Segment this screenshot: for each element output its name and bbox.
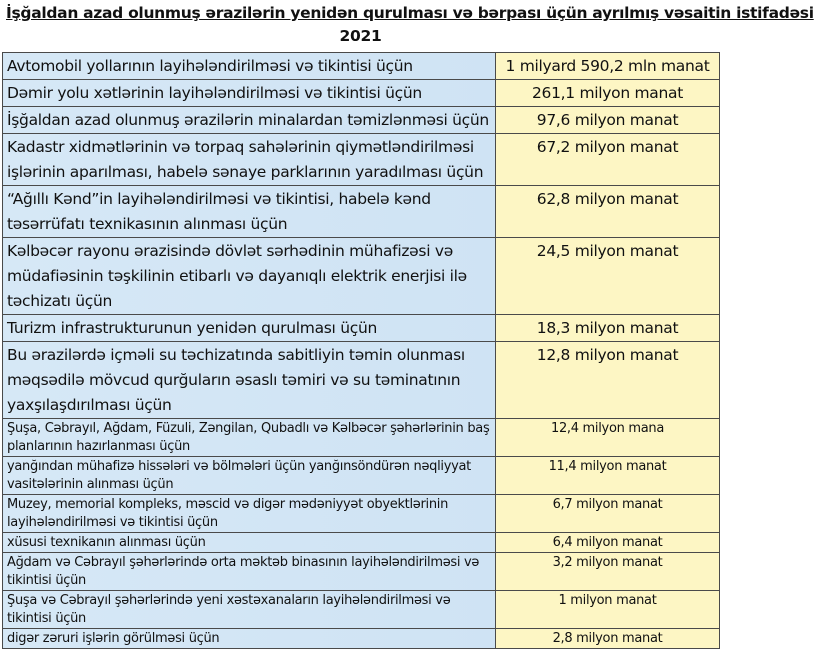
row-description: Muzey, memorial kompleks, məscid və digər mədəniyyət obyektlərinin layihələndirilməsi və tikintisi üçün <box>3 495 496 533</box>
row-description: Kadastr xidmətlərinin və torpaq sahələrinin qiymətləndirilməsi işlərinin aparılması, habelə sənaye parklarının yaradılması üçün <box>3 134 496 186</box>
row-description: “Ağıllı Kənd”in layihələndirilməsi və tikintisi, habelə kənd təsərrüfatı texnikasının alınması üçün <box>3 186 496 238</box>
table-title <box>0 0 814 52</box>
row-amount: 1 milyard 590,2 mln manat <box>496 53 720 80</box>
table-row <box>3 629 720 649</box>
title-line-1: İşğaldan azad olunmuş ərazilərin yenidən qurulması və bərpası üçün ayrılmış vəsaitin istifadəsi <box>6 4 814 22</box>
row-description: Kəlbəcər rayonu ərazisində dövlət sərhədinin mühafizəsi və müdafiəsinin təşkilinin etibarlı və dayanıqlı elektrik enerjisi ilə təchizatı üçün <box>3 238 496 315</box>
row-amount: 261,1 milyon manat <box>496 80 720 107</box>
row-amount: 18,3 milyon manat <box>496 315 720 342</box>
title-year: 2021 <box>339 27 382 45</box>
table-row <box>3 457 720 495</box>
row-description: xüsusi texnikanın alınması üçün <box>3 533 496 553</box>
table-row <box>3 107 720 134</box>
row-description: Turizm infrastrukturunun yenidən qurulması üçün <box>3 315 496 342</box>
row-amount: 12,4 milyon mana <box>496 419 720 457</box>
table-row <box>3 134 720 186</box>
row-description: digər zəruri işlərin görülməsi üçün <box>3 629 496 649</box>
table-row <box>3 80 720 107</box>
row-description: Avtomobil yollarının layihələndirilməsi və tikintisi üçün <box>3 53 496 80</box>
row-description: Şuşa, Cəbrayıl, Ağdam, Füzuli, Zəngilan, Qubadlı və Kəlbəcər şəhərlərinin baş planlarının hazırlanması üçün <box>3 419 496 457</box>
table-row <box>3 553 720 591</box>
row-description: Bu ərazilərdə içməli su təchizatında sabitliyin təmin olunması məqsədilə mövcud qurğuların əsaslı təmiri və su təminatının yaxşılaşdırılması üçün <box>3 342 496 419</box>
row-amount: 2,8 milyon manat <box>496 629 720 649</box>
funds-table <box>2 52 720 649</box>
row-amount: 11,4 milyon manat <box>496 457 720 495</box>
row-amount: 12,8 milyon manat <box>496 342 720 419</box>
row-amount: 67,2 milyon manat <box>496 134 720 186</box>
row-amount: 97,6 milyon manat <box>496 107 720 134</box>
row-amount: 1 milyon manat <box>496 591 720 629</box>
row-amount: 62,8 milyon manat <box>496 186 720 238</box>
row-amount: 6,7 milyon manat <box>496 495 720 533</box>
table-row <box>3 533 720 553</box>
row-amount: 6,4 milyon manat <box>496 533 720 553</box>
row-description: Dəmir yolu xətlərinin layihələndirilməsi və tikintisi üçün <box>3 80 496 107</box>
table-row <box>3 186 720 238</box>
row-description: Ağdam və Cəbrayıl şəhərlərində orta məktəb binasının layihələndirilməsi və tikintisi üçün <box>3 553 496 591</box>
table-row <box>3 419 720 457</box>
table-row <box>3 495 720 533</box>
row-amount: 24,5 milyon manat <box>496 238 720 315</box>
table-row <box>3 315 720 342</box>
table-row <box>3 342 720 419</box>
row-description: Şuşa və Cəbrayıl şəhərlərində yeni xəstəxanaların layihələndirilməsi və tikintisi üçün <box>3 591 496 629</box>
row-amount: 3,2 milyon manat <box>496 553 720 591</box>
row-description: yanğından mühafizə hissələri və bölmələri üçün yanğınsöndürən nəqliyyat vasitələrinin alınması üçün <box>3 457 496 495</box>
row-description: İşğaldan azad olunmuş ərazilərin minalardan təmizlənməsi üçün <box>3 107 496 134</box>
table-row <box>3 53 720 80</box>
table-row <box>3 591 720 629</box>
table-row <box>3 238 720 315</box>
